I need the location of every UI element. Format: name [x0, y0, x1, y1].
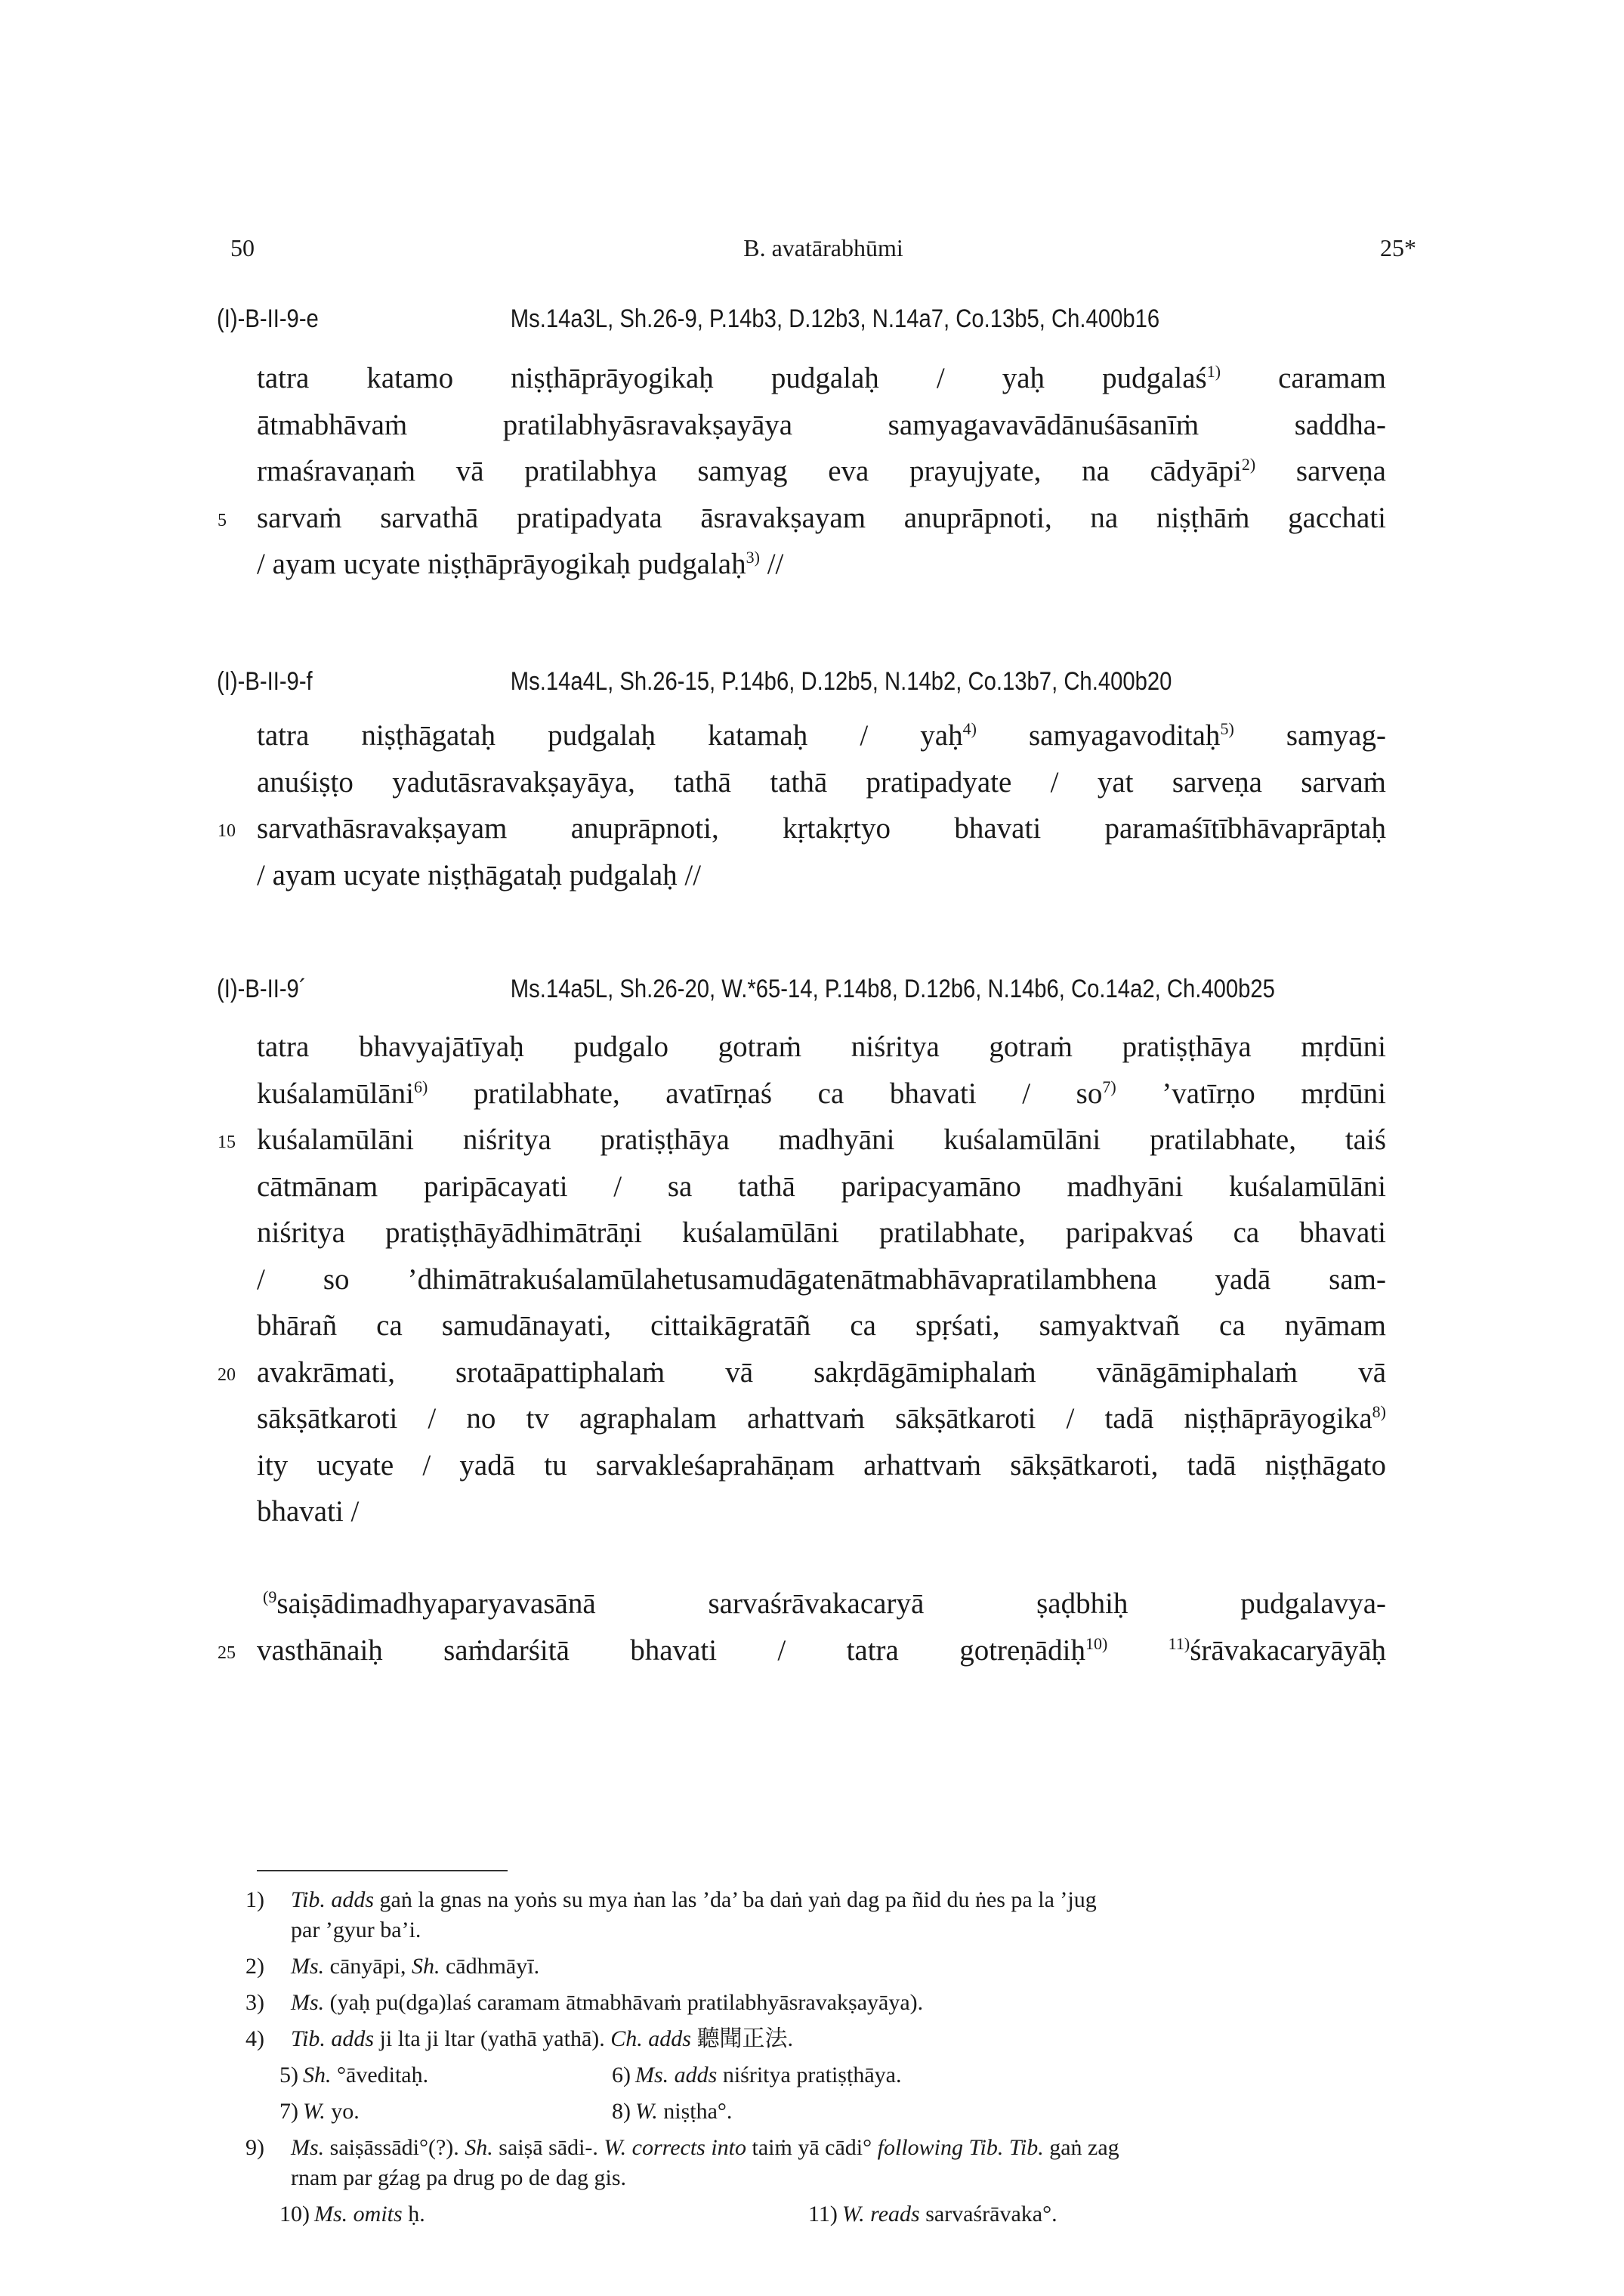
line-number: 5 — [218, 510, 227, 530]
footnote-1: 1) Tib. adds gaṅ la gnas na yoṅs su mya ṅan las ’da’ ba daṅ yaṅ dag pa ñid du ṅes pa la ’jug par ’gyur ba’i. — [245, 1887, 1097, 1942]
text-line: bhavati / — [257, 1495, 360, 1528]
section-reference-g — [217, 975, 1275, 1012]
section-number: 25* — [1380, 234, 1416, 261]
footnotes — [245, 1885, 1397, 2236]
footnotes-5-6 — [257, 2060, 1397, 2091]
text-line: ity ucyate / yadā tu sarvakleśaprahāṇam arhattvaṁ sākṣātkaroti, tadā niṣṭhāgato — [257, 1448, 1386, 1482]
footnote-6: 6) Ms. adds niśritya pratiṣṭhāya. — [612, 2063, 902, 2087]
section-id: (I)-B-II-9-e — [217, 304, 319, 333]
text-line: $^{(9}$saiṣādimadhyaparyavasānā sarvaśrāvakacaryā ṣaḍbhiḥ pudgalavya- — [263, 1587, 1386, 1620]
chapter-title: B. avatārabhūmi — [743, 234, 903, 261]
text-line: sākṣātkaroti / no tv agraphalam arhattvaṁ sākṣātkaroti / tadā niṣṭhāprāyogika$^{8)}$ — [257, 1402, 1386, 1435]
footnote-rule — [257, 1870, 508, 1871]
manuscript-refs: Ms.14a3L, Sh.26-9, P.14b3, D.12b3, N.14a7, Co.13b5, Ch.400b16 — [510, 304, 1160, 333]
section-reference-f — [217, 667, 1256, 705]
text-line: 25 vasthānaiḥ saṁdarśitā bhavati / tatra gotreṇādiḥ$^{10)}$ $^{11)}$śrāvakacaryāyāḥ — [257, 1627, 1386, 1674]
footnote-7: 7) W. yo. — [279, 2099, 360, 2124]
text-line: 15 kuśalamūlāni niśritya pratiṣṭhāya madhyāni kuśalamūlāni pratilabhate, taiś — [257, 1117, 1386, 1163]
footnote-5: 5) Sh. °āveditaḥ. — [279, 2063, 429, 2087]
text-line: tatra katamo niṣṭhāprāyogikaḥ pudgalaḥ / yaḥ pudgalaś$^{1)}$ caramam — [257, 362, 1386, 394]
text-line: bhārañ ca samudānayati, cittaikāgratāñ ca spṛśati, samyaktvañ ca nyāmam — [257, 1309, 1386, 1342]
footnote-9: 9) Ms. saiṣāssādi°(?). Sh. saiṣā sādi-. W. corrects into taiṁ yā cādi° following Tib. Tib. gaṅ zag rnam par gźag pa drug po de dag gis. — [245, 2135, 1119, 2190]
text-line: rmaśravaṇaṁ vā pratilabhya samyag eva prayujyate, na cādyāpi$^{2)}$ sarveṇa — [257, 455, 1386, 487]
section-id: (I)-B-II-9-f — [217, 667, 313, 696]
paragraph-g — [218, 1024, 1386, 1535]
footnote-10: 10) Ms. omits ḥ. — [279, 2202, 425, 2226]
text-line: anuśiṣṭo yadutāsravakṣayāya, tathā tathā pratipadyate / yat sarveṇa sarvaṁ — [257, 765, 1386, 799]
text-line: 5 sarvaṁ sarvathā pratipadyata āsravakṣayam anuprāpnoti, na niṣṭhāṁ gacchati — [257, 495, 1386, 542]
line-number: 10 — [218, 821, 236, 841]
line-number: 15 — [218, 1133, 236, 1152]
text-line: kuśalamūlāni$^{6)}$ pratilabhate, avatīrṇaś ca bhavati / $so^{7)}$ ’vatīrṇo mṛdūni — [257, 1077, 1386, 1110]
line-number: 20 — [218, 1364, 236, 1385]
text-line: 20 avakrāmati, srotaāpattiphalaṁ vā sakṛdāgāmiphalaṁ vānāgāmiphalaṁ vā — [257, 1349, 1386, 1396]
page-number: 50 — [230, 234, 255, 261]
section-id: (I)-B-II-9´ — [217, 975, 307, 1003]
footnote-11: 11) W. reads sarvaśrāvaka°. — [808, 2202, 1057, 2226]
text-line: 10 sarvathāsravakṣayam anuprāpnoti, kṛtakṛtyo bhavati paramaśītībhāvaprāptaḥ — [257, 805, 1386, 852]
text-line: / ayam ucyate niṣṭhāprāyogikaḥ pudgalaḥ$^{3)}$ // — [257, 548, 784, 580]
paragraph-e — [218, 355, 1386, 588]
manuscript-refs: Ms.14a4L, Sh.26-15, P.14b6, D.12b5, N.14b2, Co.13b7, Ch.400b20 — [510, 667, 1172, 696]
paragraph-f — [218, 712, 1386, 898]
text-line: cātmānam paripācayati / sa tathā paripacyamāno madhyāni kuśalamūlāni — [257, 1170, 1386, 1203]
footnote-3: 3) Ms. (yaḥ pu(dga)laś caramam ātmabhāvaṁ pratilabhyāsravakṣayāya). — [245, 1990, 924, 2015]
footnote-2: 2) Ms. cānyāpi, Sh. cādhmāyī. — [245, 1954, 540, 1979]
text-line: tatra bhavyajātīyaḥ pudgalo gotraṁ niśritya gotraṁ pratiṣṭhāya mṛdūni — [257, 1031, 1386, 1063]
text-line: niśritya pratiṣṭhāyādhimātrāṇi kuśalamūlāni pratilabhate, paripakvaś ca bhavati — [257, 1216, 1386, 1249]
footnote-8: 8) W. niṣṭha°. — [612, 2099, 733, 2124]
line-number: 25 — [218, 1642, 236, 1663]
text-line: ātmabhāvaṁ pratilabhyāsravakṣayāya samyagavavādānuśāsanīṁ saddha- — [257, 408, 1386, 441]
footnote-4: 4) Tib. adds ji lta ji ltar (yathā yathā). Ch. adds 聽聞正法. — [245, 2026, 793, 2051]
section-reference-e — [217, 304, 1256, 342]
text-line: / ayam ucyate niṣṭhāgataḥ pudgalaḥ // — [257, 858, 702, 892]
footnotes-7-8 — [257, 2097, 1397, 2127]
text-line: / so ’dhimātrakuśalamūlahetusamudāgatenātmabhāvapratilambhena yadā sam- — [257, 1262, 1386, 1296]
footnotes-10-11 — [257, 2199, 1397, 2230]
manuscript-refs: Ms.14a5L, Sh.26-20, W.*65-14, P.14b8, D.12b6, N.14b6, Co.14a2, Ch.400b25 — [510, 975, 1275, 1003]
running-header — [230, 234, 1416, 272]
text-line: tatra niṣṭhāgataḥ pudgalaḥ katamaḥ / yaḥ$^{4)}$ samyagavoditaḥ$^{5)}$ samyag- — [257, 719, 1386, 752]
paragraph-h — [218, 1581, 1387, 1673]
